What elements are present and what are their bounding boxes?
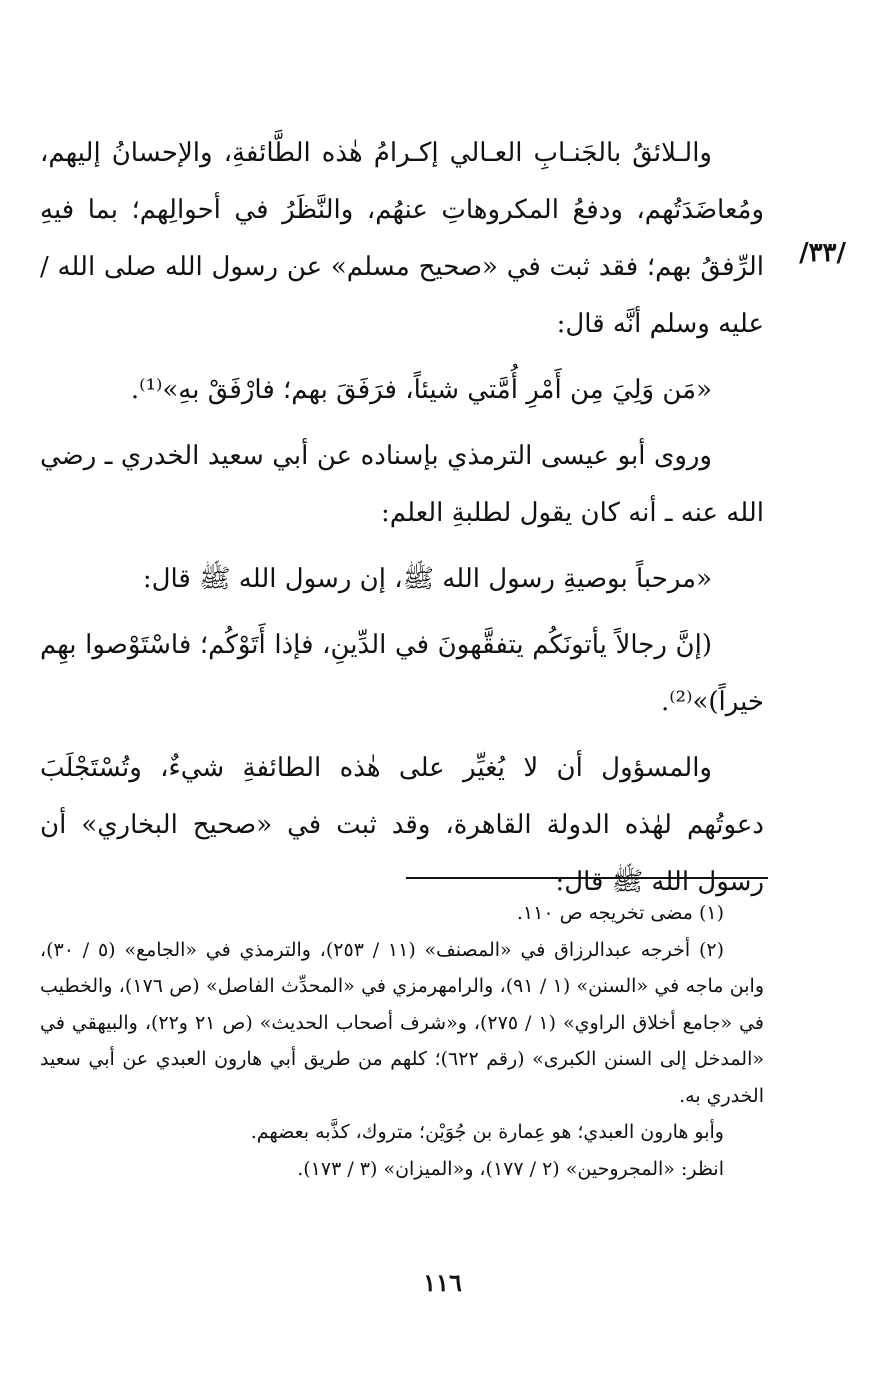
footnote-2-note: وأبو هارون العبدي؛ هو عِمارة بن جُوَيْن؛ متروك، كذَّبه بعضهم. <box>250 1121 724 1143</box>
paragraph-1: والـلائقُ بالجَنـابِ العـالي إكـرامُ هٰذه الطَّائفةِ، والإحسانُ إليهم، ومُعاضَدَتُهم، ودفعُ المكروهاتِ عنهُم، والنَّظَرُ في أحوالِهم؛ بما فيهِ الرِّفقُ بهم؛ فقد ثبت في «صحيح مسلم» عن رسول الله صلى الله / عليه وسلم أنَّه قال: <box>40 138 764 339</box>
footnote-2: (٢) أخرجه عبدالرزاق في «المصنف» (١١ / ٢٥٣)، والترمذي في «الجامع» (٥ / ٣٠)، وابن ماجه في «السنن» (١ / ٩١)، والرامهرمزي في «المحدِّث الفاصل» (ص ١٧٦)، والخطيب في «جامع أخلاق الراوي» (١ / ٢٧٥)، و«شرف أصحاب الحديث» (ص ٢١ و٢٢)، والبيهقي في «المدخل إلى السنن الكبرى» (رقم ٦٢٢)؛ كلهم من طريق أبي هارون العبدي عن أبي سعيد الخدري به. <box>40 938 764 1107</box>
paragraph-2: وروى أبو عيسى الترمذي بإسناده عن أبي سعيد الخدري ـ رضي الله عنه ـ أنه كان يقول لطلبةِ العلم: <box>40 441 764 528</box>
page-number: ١١٦ <box>423 1268 462 1297</box>
hadith-quote-1: «مَن وَلِيَ مِن أَمْرِ أُمَّتي شيئاً، فرَفَقَ بهم؛ فارْفَقْ بهِ»⁽¹⁾. <box>130 375 712 405</box>
footnote-1: (١) مضى تخريجه ص ١١٠. <box>516 902 724 924</box>
footnote-2-reference: انظر: «المجروحين» (٢ / ١٧٧)، و«الميزان» (٣ / ١٧٣). <box>297 1157 724 1180</box>
manuscript-page-marker: /٣٣/ <box>799 238 846 268</box>
hadith-quote-2-intro: «مرحباً بوصيةِ رسول الله ﷺ، إن رسول الله ﷺ قال: <box>142 564 712 594</box>
footnotes <box>40 895 764 1187</box>
main-text <box>40 125 764 920</box>
hadith-quote-2: (إنَّ رجالاً يأتونَكُم يتفقَّهونَ في الدِّينِ، فإذا أَتَوْكُم؛ فاسْتَوْصوا بهِم خيراً)»⁽²⁾. <box>40 630 764 717</box>
footnote-separator <box>406 877 768 879</box>
paragraph-3: والمسؤول أن لا يُغيِّر على هٰذه الطائفةِ شيءٌ، وتُسْتَجْلَبَ دعوتُهم لهٰذه الدولة القاهرة، وقد ثبت في «صحيح البخاري» أن رسول الله ﷺ قال: <box>40 753 764 897</box>
